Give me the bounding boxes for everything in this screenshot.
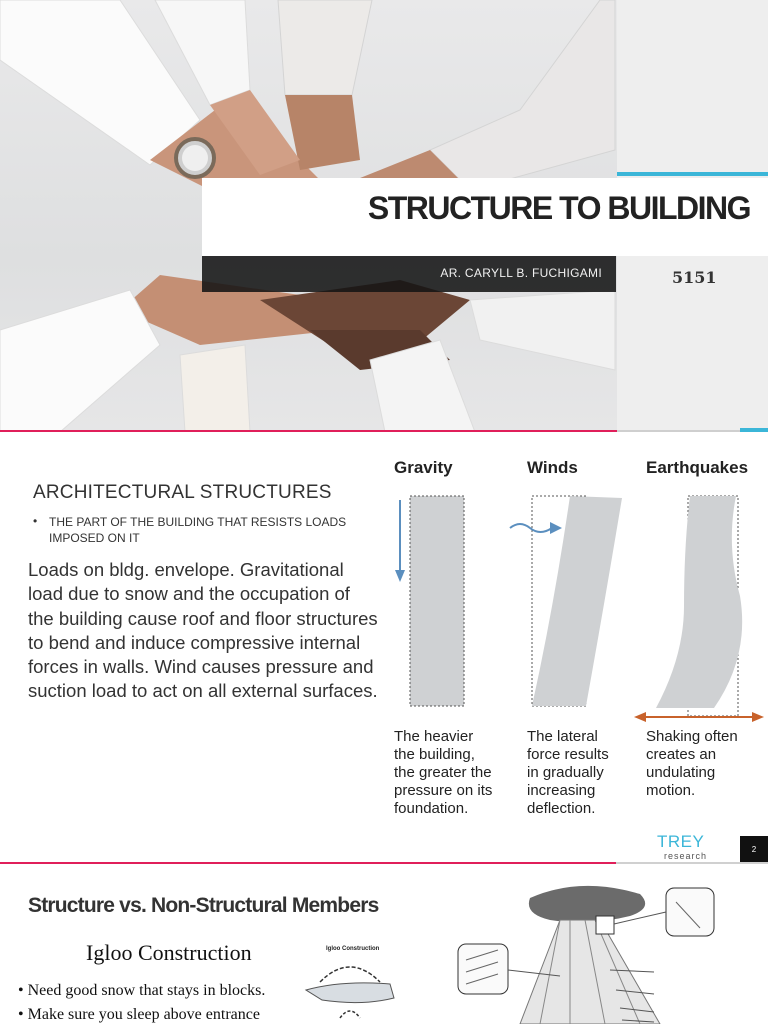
- gravity-building: [410, 496, 464, 706]
- igloo-heading: Igloo Construction: [86, 940, 252, 965]
- divider-accent: [740, 428, 768, 432]
- quake-arrowhead-left: [634, 712, 646, 722]
- gravity-arrowhead: [395, 570, 405, 582]
- diagram-label-gravity: Gravity: [394, 458, 453, 477]
- accent-bar: [617, 172, 768, 176]
- slide-code: 5151: [672, 268, 717, 287]
- section-heading: ARCHITECTURAL STRUCTURES: [33, 482, 332, 503]
- load-diagram: [384, 486, 768, 726]
- quake-arrowhead-right: [752, 712, 764, 722]
- list-item: • Make sure you sleep above entrance: [18, 1006, 260, 1023]
- divider-line-grey: [617, 430, 740, 432]
- caption-winds: [527, 728, 647, 818]
- list-item-text: Make sure you sleep above entrance: [27, 1006, 260, 1023]
- wind-arrowhead: [550, 522, 562, 534]
- slide3-heading: Structure vs. Non-Structural Members: [28, 894, 379, 917]
- caption-line: increasing: [527, 782, 596, 799]
- caption-line: creates an: [646, 746, 717, 763]
- quake-building: [656, 496, 742, 708]
- caption-line: Shaking often: [646, 728, 738, 745]
- slide2-divider: [0, 862, 616, 864]
- caption-line: force results: [527, 746, 609, 763]
- igloo-sketch: [302, 954, 402, 1024]
- caption-line: foundation.: [394, 800, 469, 817]
- diagram-label-winds: Winds: [527, 458, 578, 477]
- caption-line: motion.: [646, 782, 696, 799]
- brand-logo: TREY: [657, 832, 705, 851]
- diagram-label-earthquakes: Earthquakes: [646, 458, 749, 477]
- list-item: • Need good snow that stays in blocks.: [18, 982, 266, 999]
- caption-earthquakes: [646, 728, 766, 800]
- caption-line: The heavier: [394, 728, 474, 745]
- caption-line: undulating: [646, 764, 716, 781]
- body-text: Loads on bldg. envelope. Gravitational load due to snow and the occupation of the building cause roof and floor structures to bend and induce compressive internal forces in walls. Wind causes pressure and suction load to act on all external surfaces.: [28, 559, 378, 702]
- list-item-text: Need good snow that stays in blocks.: [27, 982, 266, 999]
- slide-title: STRUCTURE TO BUILDING: [367, 190, 750, 226]
- brand-subtitle: research: [664, 851, 708, 861]
- title-slide: [0, 0, 768, 432]
- bullet-dot: •: [33, 514, 38, 528]
- structure-illustration: [440, 880, 740, 1024]
- winds-building: [532, 496, 622, 706]
- caption-gravity: [394, 728, 514, 818]
- caption-line: The lateral: [527, 728, 598, 745]
- caption-line: pressure on its: [394, 782, 493, 799]
- author-name: AR. CARYLL B. FUCHIGAMI: [440, 266, 602, 280]
- caption-line: in gradually: [527, 764, 604, 781]
- page-number: 2: [740, 836, 768, 864]
- slide2-divider-grey: [616, 862, 768, 864]
- caption-line: the greater the: [394, 764, 492, 781]
- wind-arrow: [510, 524, 552, 532]
- caption-line: the building,: [394, 746, 475, 763]
- igloo-small-label: Igloo Construction: [326, 946, 380, 952]
- bullet-text: THE PART OF THE BUILDING THAT RESISTS LOADS IMPOSED ON IT: [49, 515, 347, 545]
- caption-line: deflection.: [527, 800, 596, 817]
